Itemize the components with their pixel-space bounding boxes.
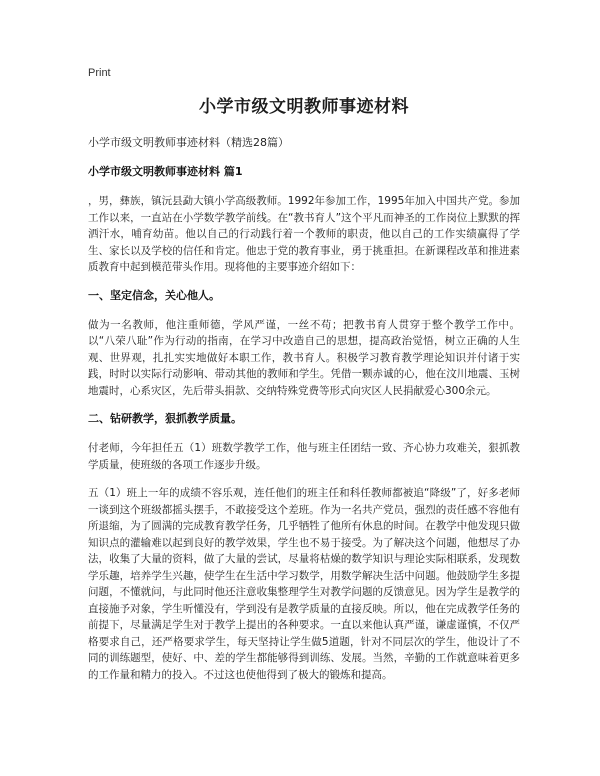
section2-heading: 二、钻研教学，狠抓教学质量。 bbox=[88, 412, 242, 425]
intro-paragraph: ，男，彝族，镇沅县勐大镇小学高级教师。1992年参加工作，1995年加入中国共产党。参加工作以来，一直站在小学数学教学前线。在“教书育人”这个平凡而神圣的工作岗位上默默的挥洒汗水，哺育幼苗。他以自己的行动践行着一个教师的职责，他以自己的工作实绩赢得了学生、家长以及学校的信任和肯定。他忠于党的教育事业，勇于挑重担。在新课程改革和推进素质教育中起到模范带头作用。现将他的主要事迹介绍如下： bbox=[88, 195, 520, 273]
document-subtitle: 小学市级文明教师事迹材料（精选28篇） bbox=[88, 136, 289, 149]
print-label[interactable]: Print bbox=[88, 67, 111, 79]
section2-paragraph-2: 五（1）班上一年的成绩不容乐观，连任他们的班主任和科任教师都被追“降级”了，好多老师一谈到这个班级都摇头摆手，不敢接受这个差班。作为一名共产党员，强烈的责任感不容他有所退缩，为了圆满的完成教育教学任务，几乎牺牲了他所有休息的时间。在教学中他发现只做知识点的灌输难以起到良好的教学效果，学生也不易于接受。为了解决这个问题，他想尽了办法，收集了大量的资料，做了大量的尝试，尽量将枯燥的数学知识与理论实际相联系，发现数学乐趣，培养学生兴趣，使学生在生活中学习数学，用数学解决生活中问题。他鼓励学生多提问题，不懂就问，与此同时他还注意收集整理学生对教学问题的反馈意见。因为学生是教学的直接施予对象，学生听懂没有，学到没有是教学质量的直接反映。所以，他在完成教学任务的前提下，尽量满足学生对于教学上提出的各种要求。一直以来他认真严谨，谦虚谨慎，不仅严格要求自己，还严格要求学生，每天坚持让学生做5道题，针对不同层次的学生，他设计了不同的训练题型，使好、中、差的学生都能够得到训练、发展。当然，辛勤的工作就意味着更多的工作量和精力的投入。不过这也使他得到了极大的锻炼和提高。 bbox=[88, 487, 520, 681]
document-title: 小学市级文明教师事迹材料 bbox=[199, 97, 409, 117]
section1-heading: 一、坚定信念，关心他人。 bbox=[88, 288, 220, 302]
section2-paragraph-1: 付老师，今年担任五（1）班数学教学工作，他与班主任团结一致、齐心协力攻难关，狠抓教学质量，使班级的各项工作逐步升级。 bbox=[88, 442, 520, 471]
article-heading: 小学市级文明教师事迹材料 篇1 bbox=[88, 165, 243, 178]
section1-paragraph: 做为一名教师，他注重师德，学风严谨，一丝不苟；把教书育人贯穿于整个教学工作中。以“八荣八耻”作为行动的指南，在学习中改造自己的思想，提高政治觉悟，树立正确的人生观、世界观，扎扎实实地做好本职工作，教书育人。积极学习教育教学理论知识并付诸于实践，时时以实际行动影响、带动其他的教师和学生。凭借一颗赤诚的心，他在汶川地震、玉树地震时，心系灾区，先后带头捐款、交纳特殊党费等形式向灾区人民捐献爱心300余元。 bbox=[88, 318, 520, 397]
document-page bbox=[88, 66, 520, 695]
